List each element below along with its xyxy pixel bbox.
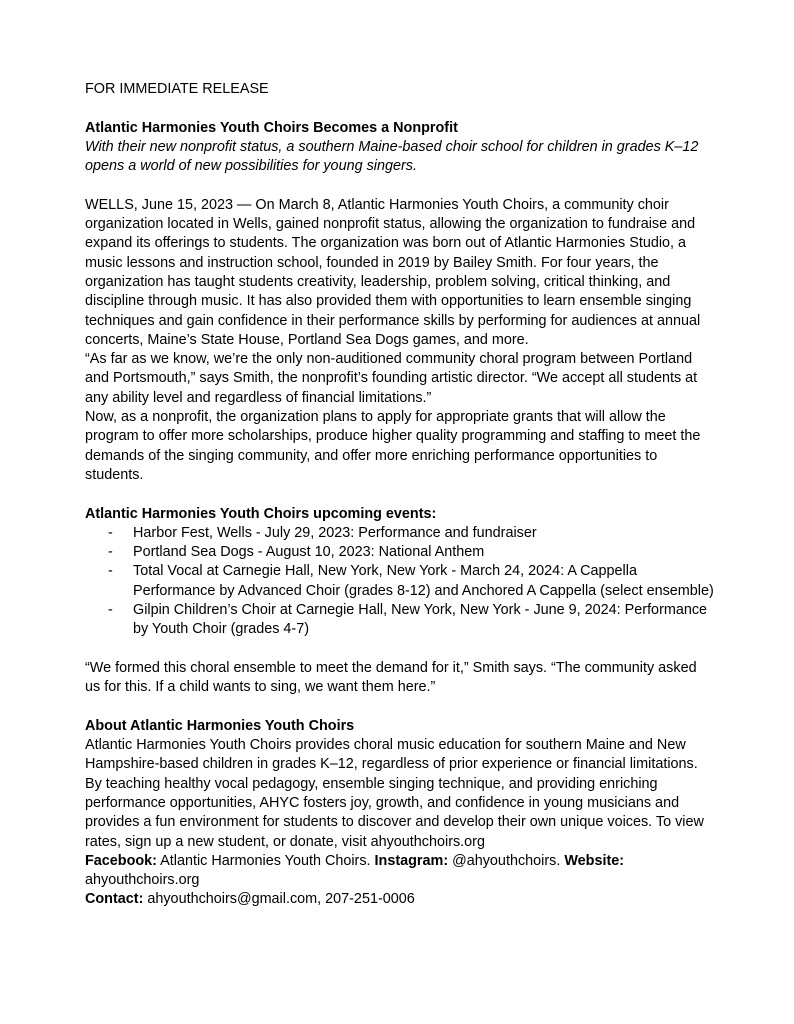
website-value: ahyouthchoirs.org — [85, 872, 200, 889]
bullet-dash: - — [108, 524, 113, 541]
release-line: FOR IMMEDIATE RELEASE — [85, 81, 269, 97]
spacer — [85, 485, 714, 504]
spacer — [85, 640, 714, 659]
body-paragraph-plans: Now, as a nonprofit, the organization plans to apply for appropriate grants that will allow the program to offer more scholarships, produce higher quality programming and staffing to meet the demands of the singing community, and offer more enriching performance opportunities to students. — [85, 409, 701, 483]
event-text: Gilpin Children’s Choir at Carnegie Hall, New York, New York - June 9, 2024: Performance by Youth Choir (grades 4-7) — [133, 602, 708, 638]
event-text: Harbor Fest, Wells - July 29, 2023: Performance and fundraiser — [133, 524, 537, 541]
spacer — [85, 698, 714, 717]
facebook-label: Facebook: — [85, 852, 157, 869]
spacer — [85, 99, 714, 118]
instagram-label: Instagram: — [374, 852, 449, 869]
body-paragraph-quote: “As far as we know, we’re the only non-auditioned community choral program between Portland and Portsmouth,” says Smith, the nonprofit’s founding artistic director. “We accept all students at any ability level and regardless of financial limitations.” — [85, 351, 698, 406]
subheadline: With their new nonprofit status, a southern Maine-based choir school for children in grades K–12 opens a world of new possibilities for young singers. — [85, 138, 699, 175]
event-item — [85, 601, 714, 640]
contact-value: ahyouthchoirs@gmail.com, 207-251-0006 — [143, 891, 415, 908]
bullet-dash: - — [108, 544, 113, 561]
event-text: Total Vocal at Carnegie Hall, New York, New York - March 24, 2024: A Cappella Performance by Advanced Choir (grades 8-12) and Anchored A Cappella (select ensemble) — [133, 563, 714, 599]
headline: Atlantic Harmonies Youth Choirs Becomes a Nonprofit — [85, 119, 458, 136]
spacer — [85, 176, 714, 195]
event-item — [85, 543, 714, 562]
instagram-value: @ahyouthchoirs. — [448, 852, 565, 869]
events-list — [85, 524, 714, 640]
about-body: Atlantic Harmonies Youth Choirs provides choral music education for southern Maine and New Hampshire-based children in grades K–12, regardless of prior experience or financial limitations. By teaching healthy vocal pedagogy, ensemble singing technique, and providing enriching performance opportunities, AHYC fosters joy, growth, and confidence in young musicians and provides a fun environment for students to discover and develop their own unique voices. To view rates, sign up a new student, or donate, visit ahyouthchoirs.org — [85, 737, 704, 850]
event-item — [85, 524, 714, 543]
about-heading: About Atlantic Harmonies Youth Choirs — [85, 717, 355, 734]
event-text: Portland Sea Dogs - August 10, 2023: National Anthem — [133, 544, 485, 561]
event-item — [85, 562, 714, 601]
closing-quote: “We formed this choral ensemble to meet the demand for it,” Smith says. “The community asked us for this. If a child wants to sing, we want them here.” — [85, 659, 697, 696]
facebook-value: Atlantic Harmonies Youth Choirs. — [156, 852, 375, 869]
social-links — [85, 852, 714, 891]
events-heading: Atlantic Harmonies Youth Choirs upcoming events: — [85, 505, 437, 522]
website-label: Website: — [564, 852, 625, 869]
bullet-dash: - — [108, 563, 113, 580]
bullet-dash: - — [108, 602, 113, 619]
contact-label: Contact: — [85, 891, 144, 908]
body-paragraph-dateline: WELLS, June 15, 2023 — On March 8, Atlantic Harmonies Youth Choirs, a community choir organization located in Wells, gained nonprofit status, allowing the organization to fundraise and expand its offerings to students. The organization was born out of Atlantic Harmonies Studio, a music lessons and instruction school, founded in 2019 by Bailey Smith. For four years, the organization has taught students creativity, leadership, problem solving, critical thinking, and discipline through music. It has also provided them with opportunities to learn ensemble singing techniques and gain confidence in their performance skills by performing for audiences at annual concerts, Maine’s State House, Portland Sea Dogs games, and more. — [85, 196, 701, 348]
contact-line — [85, 890, 714, 909]
